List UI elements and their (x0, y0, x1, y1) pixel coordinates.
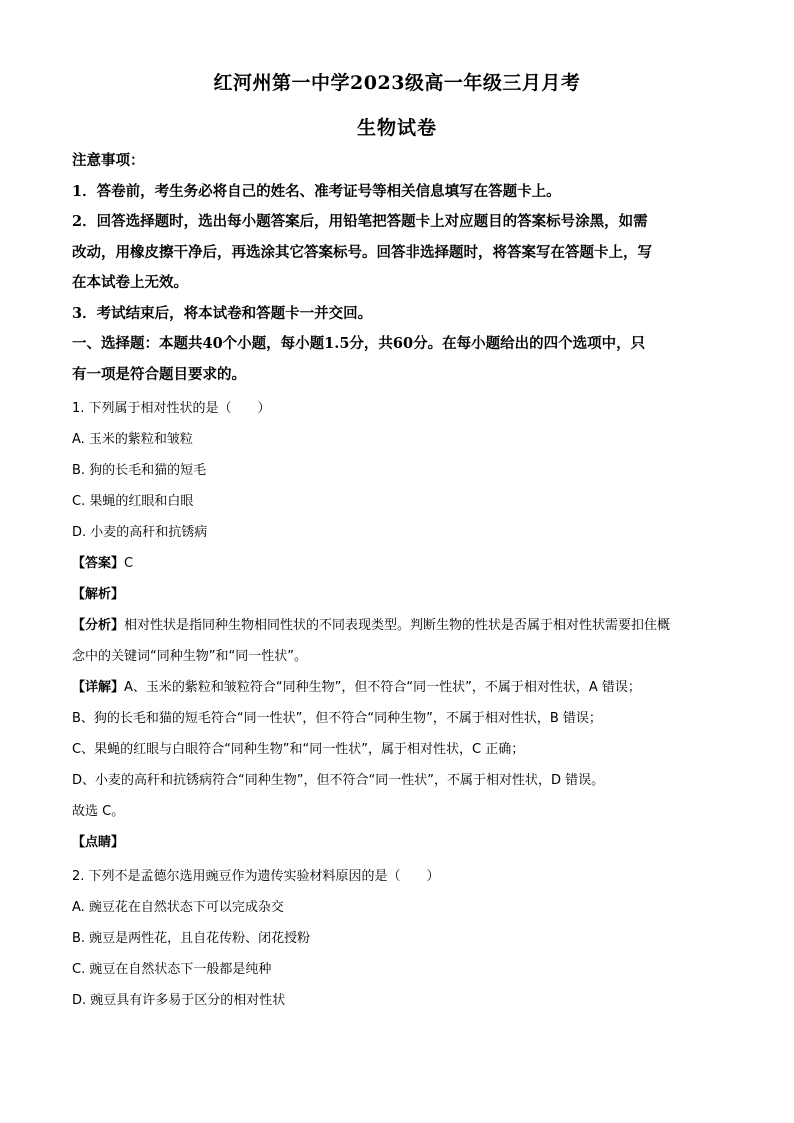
xiangjie-line: C、果蝇的红眼与白眼符合“同种生物”和“同一性状”，属于相对性状，C 正确； (72, 742, 525, 757)
answer-line (72, 548, 716, 579)
xiangjie-text: A、玉米的紫粒和皱粒符合“同种生物”，但不符合“同一性状”，不属于相对性状，A 错误； (124, 680, 641, 695)
dianjing-tag: 【点睛】 (72, 835, 125, 850)
analysis-heading (72, 579, 716, 610)
notes-line: 改动，用橡皮擦干净后，再选涂其它答案标号。回答非选择题时，将答案写在答题卡上，写 (72, 243, 652, 261)
dianjing-line (72, 827, 716, 858)
question-1 (72, 393, 716, 858)
notes-line: 2．回答选择题时，选出每小题答案后，用铅笔把答题卡上对应题目的答案标号涂黑，如需 (72, 213, 648, 230)
section-heading-line: 有一项是符合题目要求的。 (72, 365, 246, 383)
question-2 (72, 861, 716, 1016)
notes-line: 3．考试结束后，将本试卷和答题卡一并交回。 (72, 304, 373, 322)
fenxi-text: 相对性状是指同种生物相同性状的不同表现类型。判断生物的性状是否属于相对性状需要扣住概 (124, 618, 671, 633)
analysis-tag: 【解析】 (72, 587, 125, 602)
exam-title: 红河州第一中学2023级高一年级三月月考 (213, 72, 581, 94)
option-d: D. 豌豆具有许多易于区分的相对性状 (72, 993, 286, 1008)
option-b: B. 狗的长毛和猫的短毛 (72, 463, 207, 478)
exam-subtitle: 生物试卷 (356, 117, 437, 139)
option-d: D. 小麦的高秆和抗锈病 (72, 525, 208, 540)
section-heading-line: 一、选择题：本题共40个小题，每小题1.5分，共60分。在每小题给出的四个选项中，只 (72, 335, 646, 352)
fenxi-tag: 【分析】 (72, 618, 125, 633)
fenxi-line (72, 610, 716, 641)
notes-heading: 注意事项： (72, 152, 145, 169)
fenxi-line: 念中的关键词“同种生物”和“同一性状”。 (72, 649, 307, 664)
xiangjie-tag: 【详解】 (72, 680, 125, 695)
option-a: A. 豌豆花在自然状态下可以完成杂交 (72, 900, 284, 915)
conclusion-line: 故选 C。 (72, 804, 125, 819)
option-c: C. 果蝇的红眼和白眼 (72, 494, 194, 509)
notes-section (72, 146, 716, 390)
answer-tag: 【答案】 (72, 556, 125, 571)
notes-line: 1．答卷前，考生务必将自己的姓名、准考证号等相关信息填写在答题卡上。 (72, 182, 561, 200)
xiangjie-line: D、小麦的高秆和抗锈病符合“同种生物”，但不符合“同一性状”，不属于相对性状，D 错误。 (72, 773, 605, 788)
notes-line: 在本试卷上无效。 (72, 274, 188, 291)
xiangjie-line: B、狗的长毛和猫的短毛符合“同一性状”，但不符合“同种生物”，不属于相对性状，B 错误； (72, 711, 602, 726)
option-a: A. 玉米的紫粒和皱粒 (72, 432, 193, 447)
option-b: B. 豌豆是两性花，且自花传粉、闭花授粉 (72, 931, 311, 946)
option-c: C. 豌豆在自然状态下一般都是纯种 (72, 962, 272, 977)
question-stem: 2. 下列不是孟德尔选用豌豆作为遗传实验材料原因的是（ ） (72, 869, 440, 884)
answer-value: C (124, 556, 134, 571)
xiangjie-line (72, 672, 716, 703)
question-stem: 1. 下列属于相对性状的是（ ） (72, 401, 271, 416)
